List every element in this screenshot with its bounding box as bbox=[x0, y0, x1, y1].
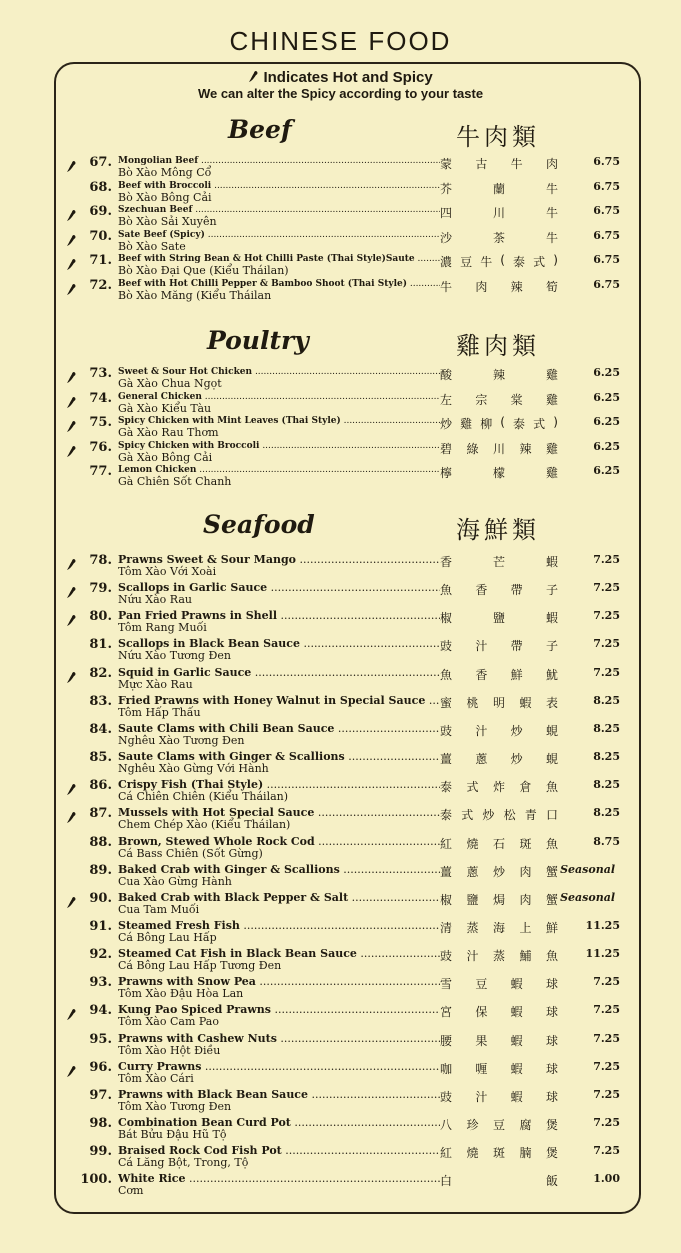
item-name: Beef with String Bean & Hot Chilli Paste (Thai Style)Saute ..... bbox=[118, 254, 440, 264]
item-name: Saute Clams with Chili Bean Sauce ..... bbox=[118, 722, 440, 735]
item-number: 80. bbox=[89, 609, 112, 625]
item-chinese-name: 豉 汁 炒 蜆 bbox=[440, 723, 558, 738]
section-title-beef: Beef bbox=[228, 115, 292, 144]
section-chinese-seafood: 海鮮類 bbox=[456, 516, 540, 544]
item-chinese-name: 雪 豆 蝦 球 bbox=[440, 977, 558, 992]
item-chinese-name: 薑 蔥 炒 肉 蟹 bbox=[440, 864, 558, 879]
item-price: 7.25 bbox=[593, 553, 620, 566]
item-chinese-name: 魚 香 鮮 魷 bbox=[440, 667, 558, 682]
item-name: Squid in Garlic Sauce ..... bbox=[118, 666, 440, 679]
chili-pepper-icon bbox=[66, 669, 77, 688]
item-chinese-name: 炒 雞 柳 ( 泰 式 ) bbox=[440, 415, 558, 431]
item-number: 98. bbox=[89, 1116, 112, 1131]
item-vietnamese-name: Tôm Xào Tương Đen bbox=[118, 1099, 232, 1113]
item-name: Scallops in Black Bean Sauce ..... bbox=[118, 637, 440, 650]
item-vietnamese-name: Gà Xào Bông Cải bbox=[118, 450, 213, 464]
item-name: Sweet & Sour Hot Chicken ..... bbox=[118, 367, 440, 377]
chili-pepper-icon bbox=[66, 584, 77, 603]
item-vietnamese-name: Tôm Rang Muối bbox=[118, 621, 207, 635]
item-price: 7.25 bbox=[593, 665, 620, 679]
item-price: 6.25 bbox=[593, 464, 620, 477]
item-vietnamese-name: Bát Bửu Đậu Hũ Tộ bbox=[118, 1128, 227, 1141]
item-chinese-name: 椒 鹽 蝦 bbox=[440, 611, 558, 626]
chili-pepper-icon bbox=[66, 369, 77, 388]
item-chinese-name: 豉 汁 帶 子 bbox=[440, 639, 558, 654]
item-vietnamese-name: Cá Bass Chiên (Sốt Gừng) bbox=[118, 846, 263, 860]
item-price: Seasonal bbox=[560, 890, 615, 904]
item-name: Spicy Chicken with Broccoli ..... bbox=[118, 441, 440, 451]
item-vietnamese-name: Cá Bông Lau Hấp bbox=[118, 930, 217, 944]
item-chinese-name: 魚 香 帶 子 bbox=[440, 583, 558, 598]
item-number: 71. bbox=[89, 253, 112, 268]
legend-hot-spicy: Indicates Hot and Spicy bbox=[263, 69, 433, 86]
item-price: 6.75 bbox=[593, 155, 620, 168]
item-vietnamese-name: Gà Xào Kiểu Tàu bbox=[118, 401, 212, 415]
item-chinese-name: 蒙 古 牛 肉 bbox=[440, 157, 558, 171]
item-number: 67. bbox=[89, 155, 112, 170]
chili-pepper-icon bbox=[66, 418, 77, 437]
chili-pepper-icon bbox=[66, 443, 77, 462]
item-name: Baked Crab with Black Pepper & Salt ..... bbox=[118, 891, 440, 904]
page-title: CHINESE FOOD bbox=[229, 26, 452, 56]
item-chinese-name: 宮 保 蝦 球 bbox=[440, 1005, 558, 1020]
item-vietnamese-name: Cá Chiên Chiên (Kiểu Tháilan) bbox=[118, 790, 289, 804]
item-name: Combination Bean Curd Pot ..... bbox=[118, 1116, 440, 1129]
item-number: 84. bbox=[89, 721, 112, 737]
item-number: 91. bbox=[89, 918, 112, 934]
item-vietnamese-name: Cá Lăng Bột, Trong, Tộ bbox=[118, 1156, 249, 1170]
item-number: 85. bbox=[89, 750, 112, 766]
item-chinese-name: 豉 汁 蝦 球 bbox=[440, 1089, 558, 1104]
chili-pepper-icon bbox=[66, 894, 77, 913]
legend-spicy-note: We can alter the Spicy according to your taste bbox=[197, 86, 484, 101]
item-price: 7.25 bbox=[593, 1031, 620, 1045]
item-price: 8.25 bbox=[593, 778, 620, 792]
item-name: Saute Clams with Ginger & Scallions ..... bbox=[118, 750, 440, 763]
item-chinese-name: 八 珍 豆 腐 煲 bbox=[440, 1118, 558, 1132]
item-name: Baked Crab with Ginger & Scallions ..... bbox=[118, 863, 440, 876]
item-name: Prawns with Snow Pea ..... bbox=[118, 975, 440, 988]
item-chinese-name: 蜜 桃 明 蝦 表 bbox=[440, 695, 558, 710]
item-price: Seasonal bbox=[560, 862, 615, 876]
item-vietnamese-name: Tôm Xào Đậu Hòa Lan bbox=[118, 987, 244, 1001]
item-chinese-name: 沙 茶 牛 bbox=[440, 230, 558, 245]
section-title-seafood: Seafood bbox=[203, 510, 315, 539]
item-vietnamese-name: Bò Xào Đại Que (Kiểu Tháilan) bbox=[118, 264, 289, 277]
item-name: Scallops in Garlic Sauce ..... bbox=[118, 581, 440, 594]
item-name: Beef with Hot Chilli Pepper & Bamboo Shoot (Thai Style) ..... bbox=[118, 279, 440, 289]
item-vietnamese-name: Tôm Xào Với Xoài bbox=[118, 565, 217, 578]
item-vietnamese-name: Tôm Xào Cam Pao bbox=[118, 1015, 219, 1029]
chili-pepper-icon bbox=[66, 394, 77, 413]
item-chinese-name: 濃 豆 牛 ( 泰 式 ) bbox=[440, 253, 558, 269]
item-price: 7.25 bbox=[593, 1003, 620, 1017]
item-vietnamese-name: Gà Xào Rau Thơm bbox=[118, 426, 219, 439]
item-number: 72. bbox=[89, 277, 112, 293]
item-number: 90. bbox=[89, 890, 112, 906]
chili-pepper-icon bbox=[66, 612, 77, 631]
item-chinese-name: 泰 式 炸 倉 魚 bbox=[440, 780, 558, 795]
chili-pepper-icon bbox=[66, 281, 77, 300]
item-name: Prawns with Cashew Nuts ..... bbox=[118, 1032, 440, 1045]
item-vietnamese-name: Nghêu Xào Gừng Với Hành bbox=[118, 762, 269, 776]
item-number: 82. bbox=[89, 665, 112, 681]
item-chinese-name: 咖 喱 蝦 球 bbox=[440, 1061, 558, 1076]
item-vietnamese-name: Nứu Xào Tương Đen bbox=[118, 649, 231, 663]
item-price: 7.25 bbox=[593, 1116, 620, 1129]
item-number: 92. bbox=[89, 947, 112, 963]
item-name: White Rice ..... bbox=[118, 1172, 440, 1185]
item-price: 7.25 bbox=[593, 609, 620, 623]
chili-pepper-icon bbox=[66, 207, 77, 226]
item-price: 7.25 bbox=[593, 1087, 620, 1101]
item-chinese-name: 白 飯 bbox=[440, 1174, 558, 1189]
item-number: 83. bbox=[89, 693, 112, 709]
item-price: 6.75 bbox=[593, 253, 620, 266]
item-name: Brown, Stewed Whole Rock Cod ..... bbox=[118, 835, 440, 848]
item-number: 99. bbox=[89, 1144, 112, 1160]
item-price: 6.25 bbox=[593, 366, 620, 379]
item-number: 95. bbox=[89, 1031, 112, 1047]
item-name: Prawns with Black Bean Sauce ..... bbox=[118, 1088, 440, 1101]
item-price: 7.25 bbox=[593, 1144, 620, 1158]
section-chinese-poultry: 雞肉類 bbox=[456, 332, 540, 360]
item-price: 1.00 bbox=[593, 1172, 620, 1186]
item-price: 6.75 bbox=[593, 228, 620, 242]
item-chinese-name: 牛 肉 辣 筍 bbox=[440, 279, 558, 294]
item-name: Curry Prawns ..... bbox=[118, 1060, 440, 1073]
item-name: Fried Prawns with Honey Walnut in Special Sauce ..... bbox=[118, 694, 440, 707]
item-chinese-name: 四 川 牛 bbox=[440, 206, 558, 220]
item-chinese-name: 豉 汁 蒸 鯆 魚 bbox=[440, 949, 558, 964]
item-price: 8.25 bbox=[593, 721, 620, 735]
chili-pepper-icon bbox=[66, 1063, 77, 1082]
chili-pepper-icon bbox=[66, 781, 77, 800]
item-name: Spicy Chicken with Mint Leaves (Thai Style) ..... bbox=[118, 416, 440, 426]
item-vietnamese-name: Tôm Hấp Thấu bbox=[118, 705, 201, 719]
item-price: 7.25 bbox=[593, 1059, 620, 1073]
chili-pepper-icon bbox=[66, 556, 77, 575]
item-vietnamese-name: Chem Chép Xào (Kiểu Tháilan) bbox=[118, 818, 291, 832]
item-number: 93. bbox=[89, 975, 112, 991]
item-name: Steamed Fresh Fish ..... bbox=[118, 919, 440, 932]
item-price: 8.25 bbox=[593, 750, 620, 764]
item-name: Braised Rock Cod Fish Pot ..... bbox=[118, 1144, 440, 1157]
item-name: Crispy Fish (Thai Style) ..... bbox=[118, 778, 440, 791]
item-vietnamese-name: Cơm bbox=[118, 1184, 144, 1198]
item-price: 6.75 bbox=[593, 277, 620, 291]
item-name: General Chicken ..... bbox=[118, 392, 440, 402]
item-name: Mussels with Hot Special Sauce ..... bbox=[118, 806, 440, 819]
item-number: 79. bbox=[89, 581, 112, 597]
item-name: Lemon Chicken ..... bbox=[118, 465, 440, 475]
item-name: Prawns Sweet & Sour Mango ..... bbox=[118, 553, 440, 566]
item-number: 75. bbox=[89, 415, 112, 430]
item-vietnamese-name: Bò Xào Sải Xuyên bbox=[118, 215, 217, 228]
item-vietnamese-name: Bò Xào Mông Cổ bbox=[118, 166, 212, 179]
item-price: 11.25 bbox=[585, 918, 620, 932]
item-price: 7.25 bbox=[593, 637, 620, 651]
item-chinese-name: 紅 燒 石 斑 魚 bbox=[440, 836, 558, 851]
item-price: 6.25 bbox=[593, 415, 620, 428]
item-vietnamese-name: Bò Xào Sate bbox=[118, 239, 186, 253]
item-price: 6.25 bbox=[593, 439, 620, 453]
item-price: 11.25 bbox=[585, 947, 620, 961]
item-number: 73. bbox=[89, 366, 112, 381]
item-vietnamese-name: Nghêu Xào Tương Đen bbox=[118, 733, 245, 747]
item-chinese-name: 碧 綠 川 辣 雞 bbox=[440, 441, 558, 456]
item-chinese-name: 香 芒 蝦 bbox=[440, 555, 558, 569]
item-chinese-name: 腰 果 蝦 球 bbox=[440, 1033, 558, 1048]
item-number: 76. bbox=[89, 439, 112, 455]
item-price: 6.75 bbox=[593, 179, 620, 193]
item-name: Beef with Broccoli ..... bbox=[118, 181, 440, 191]
item-number: 70. bbox=[89, 228, 112, 244]
item-number: 68. bbox=[89, 179, 112, 195]
item-number: 97. bbox=[89, 1087, 112, 1103]
item-number: 96. bbox=[89, 1059, 112, 1075]
item-number: 81. bbox=[89, 637, 112, 653]
item-chinese-name: 芥 蘭 牛 bbox=[440, 181, 558, 196]
item-chinese-name: 左 宗 棠 雞 bbox=[440, 392, 558, 407]
item-price: 7.25 bbox=[593, 581, 620, 595]
section-title-poultry: Poultry bbox=[207, 326, 309, 355]
chili-pepper-icon bbox=[66, 256, 77, 275]
item-number: 77. bbox=[89, 464, 112, 479]
legend bbox=[0, 70, 681, 102]
item-name: Sate Beef (Spicy) ..... bbox=[118, 230, 440, 240]
item-vietnamese-name: Cua Xào Gừng Hành bbox=[118, 874, 232, 888]
item-vietnamese-name: Tôm Xào Cári bbox=[118, 1071, 194, 1085]
item-chinese-name: 泰 式 炒 松 青 口 bbox=[440, 808, 558, 823]
chili-pepper-icon bbox=[66, 809, 77, 828]
item-number: 100. bbox=[80, 1172, 112, 1188]
item-price: 6.75 bbox=[593, 204, 620, 217]
item-number: 86. bbox=[89, 778, 112, 794]
chili-pepper-icon bbox=[66, 1006, 77, 1025]
item-number: 94. bbox=[89, 1003, 112, 1019]
item-number: 78. bbox=[89, 553, 112, 568]
item-vietnamese-name: Gà Chiên Sốt Chanh bbox=[118, 475, 232, 488]
item-number: 89. bbox=[89, 862, 112, 878]
item-number: 69. bbox=[89, 204, 112, 219]
item-number: 74. bbox=[89, 390, 112, 406]
chili-pepper-icon bbox=[66, 158, 77, 177]
item-price: 8.75 bbox=[593, 834, 620, 848]
item-price: 8.25 bbox=[593, 806, 620, 820]
section-chinese-beef: 牛肉類 bbox=[456, 123, 540, 151]
item-vietnamese-name: Cua Tam Muối bbox=[118, 902, 200, 916]
item-name: Mongolian Beef ..... bbox=[118, 156, 440, 166]
item-vietnamese-name: Tôm Xào Hột Điều bbox=[118, 1043, 221, 1057]
item-price: 8.25 bbox=[593, 693, 620, 707]
item-vietnamese-name: Gà Xào Chua Ngọt bbox=[118, 377, 222, 390]
item-number: 88. bbox=[89, 834, 112, 850]
item-price: 7.25 bbox=[593, 975, 620, 989]
chili-pepper-icon bbox=[66, 232, 77, 251]
item-chinese-name: 檸 檬 雞 bbox=[440, 466, 558, 480]
chili-pepper-icon bbox=[248, 70, 259, 83]
item-chinese-name: 清 蒸 海 上 鮮 bbox=[440, 920, 558, 935]
item-chinese-name: 紅 燒 斑 腩 煲 bbox=[440, 1146, 558, 1161]
item-number: 87. bbox=[89, 806, 112, 822]
item-name: Kung Pao Spiced Prawns ..... bbox=[118, 1003, 440, 1016]
item-chinese-name: 酸 辣 雞 bbox=[440, 368, 558, 382]
item-vietnamese-name: Bò Xào Bông Cải bbox=[118, 190, 212, 204]
item-vietnamese-name: Mực Xào Rau bbox=[118, 677, 193, 691]
item-vietnamese-name: Cá Bông Lau Hấp Tương Đen bbox=[118, 959, 282, 973]
item-price: 6.25 bbox=[593, 390, 620, 404]
item-chinese-name: 椒 鹽 焗 肉 蟹 bbox=[440, 892, 558, 907]
item-vietnamese-name: Nứu Xào Rau bbox=[118, 593, 192, 607]
item-vietnamese-name: Bò Xào Măng (Kiểu Tháilan bbox=[118, 288, 272, 302]
item-name: Pan Fried Prawns in Shell ..... bbox=[118, 609, 440, 622]
item-name: Steamed Cat Fish in Black Bean Sauce ..... bbox=[118, 947, 440, 960]
item-chinese-name: 薑 蔥 炒 蜆 bbox=[440, 752, 558, 767]
item-name: Szechuan Beef ..... bbox=[118, 205, 440, 215]
